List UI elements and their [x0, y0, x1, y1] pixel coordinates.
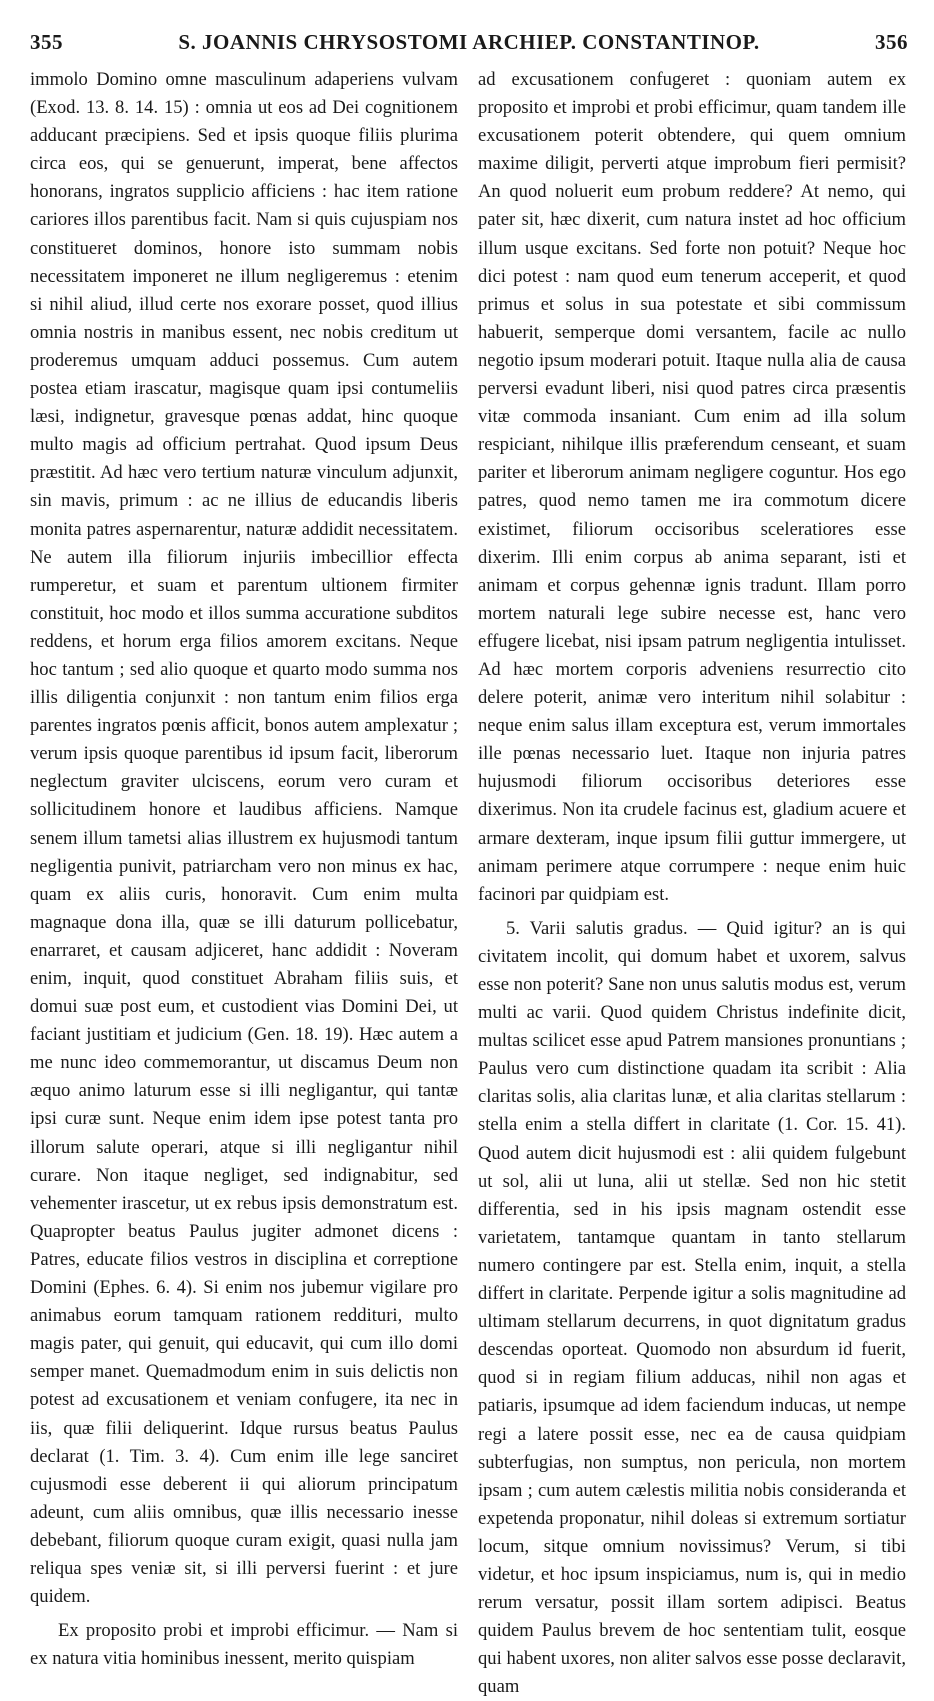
page-number-left: 355 — [30, 30, 63, 54]
left-paragraph-2: Ex proposito probi et improbi efficimur. — Nam si ex natura vitia hominibus inessent, merito quispiam — [30, 1620, 458, 1670]
right-paragraph-1: ad excusationem confugeret : quoniam autem ex proposito et improbi et probi efficimur, quam tandem ille excusationem poterit obtendere, qui quem omnium maxime diligit, perverti atque improbum fieri permisit? An quod noluerit eum probum reddere? At nemo, qui pater sit, hæc dixerit, cum natura instet ad hoc officium illum usque excitans. Sed forte non potuit? Neque hoc dici potest : nam quod eum tenerum acceperit, et quod primus et solus in sua potestate et sibi commissum habuerit, semperque domi versantem, facile ac nullo negotio ipsum moderari potuit. Itaque nulla alia de causa perversi evadunt liberi, nisi quod patres circa præsentis vitæ commoda insaniant. Cum enim ad illa solum respiciant, nihilque illis præferendum censeant, et suam pariter et liberorum animam negligere coguntur. Hos ego patres, quod nemo tamen me ira commotum dicere existimet, filiorum occisoribus sceleratiores esse dixerim. Illi enim corpus ab anima separant, isti et animam et corpus gehennæ ignis tradunt. Illam porro mortem naturali lege subire necesse est, hanc vero effugere licebat, nisi ipsam patrum negligentia intulisset. Ad hæc mortem corporis adveniens resurrectio cito delere poterit, animæ vero interitum nihil solabitur : neque enim salus illam exceptura est, verum immortales ille pœnas necessario luet. Itaque non injuria patres hujusmodi filiorum occisoribus deteriores esse dixerimus. Non ita crudele facinus est, gladium acuere et armare dexteram, inque ipsum filii guttur immergere, ut animam perimere atque corrumpere : neque enim huic facinori par quidpiam est. — [478, 69, 906, 905]
page-number-right: 356 — [875, 30, 908, 54]
right-paragraph-2: 5. Varii salutis gradus. — Quid igitur? an is qui civitatem incolit, qui domum habet et uxorem, salvus esse non poterit? Sane non unus salutis modus est, verum multi ac varii. Quod quidem Christus indefinite dicit, multas scilicet esse apud Patrem mansiones pronuntians ; Paulus vero cum distinctione quadam ita scribit : Alia claritas solis, alia claritas lunæ, et alia claritas stellarum : stella enim a stella differt in claritate (1. Cor. 15. 41). Quod autem dicit hujusmodi est : alii quidem fulgebunt ut sol, alii ut luna, alii ut stellæ. Sed non hic stetit differentia, sed in his ipsis magnam ostendit esse varietatem, tantamque quantam in tanto stellarum numero contingere par est. Stella enim, inquit, a stella differt in claritate. Perpende igitur a solis magnitudine ad ultimam stellarum decurrens, in quot dignitatum gradus descendas oporteat. Quomodo non absurdum id fuerit, quod si in regiam filium adducas, nihil non agas et patiaris, ipsumque ad idem faciendum inducas, ut nempe regi a latere possit esse, nec ea de causa quidpiam subterfugias, non sumptus, non pericula, non mortem ipsam ; cum autem cælestis militia nobis consideranda et expetenda proponatur, nihil doleas si extremum sortiatur locum, sitque omnium novissimus? Verum, si tibi videtur, et hoc ipsum inspiciamus, num is, qui in medio rerum versatur, possit illam sortem adipisci. Beatus quidem Paulus brevem de hoc sententiam tulit, eosque qui habent uxores, non aliter salvos esse posse declaravit, quam — [478, 917, 906, 1698]
running-header — [30, 30, 908, 66]
left-column — [30, 66, 458, 1701]
left-paragraph-1: immolo Domino omne masculinum adaperiens vulvam (Exod. 13. 8. 14. 15) : omnia ut eos ad Dei cognitionem adducant præcipiens. Sed et ipsis quoque filiis plurima circa eos, qui se genuerunt, imperat, bene affectos honorans, ingratos supplicio afficiens : hac item ratione cariores illos parentibus facit. Nam si quis cujuspiam nos constitueret dominos, honore isto summam nobis necessitatem imponeret ne illum negligeremus : etenim si nihil aliud, illud certe nos exorare posset, quod illius omnia nostris in manibus essent, nec nobis creditum ut proderemus umquam adduci possemus. Cum autem postea etiam irascatur, magisque quam ipsi contumeliis læsi, indignetur, gravesque pœnas addat, hinc quoque multo magis ad officium pertrahat. Quod ipsum Deus præstitit. Ad hæc vero tertium naturæ vinculum adjunxit, sin mavis, primum : ac ne illius de educandis liberis monita patres aspernarentur, naturæ addidit necessitatem. Ne autem illa filiorum injuriis imbecillior effecta rumperetur, et suam et parentum ultionem firmiter constituit, hoc modo et illos summa accuratione subditos reddens, et horum erga filios amorem excitans. Neque hoc tantum ; sed alio quoque et quarto modo summa nos illis diligentia conjunxit : non tantum enim filios erga parentes ingratos pœnis afficit, bonos autem amplexatur ; verum ipsis quoque parentibus id ipsum facit, liberorum neglectum graviter ulciscens, eorum vero curam et sollicitudinem honore et laudibus afficiens. Namque senem illum tametsi alias illustrem ex hujusmodi tantum negligentia punivit, patriarcham vero non minus ex hac, quam ex aliis curis, honoravit. Cum enim multa magnaque dona illa, quæ se illi daturum pollicebatur, enarraret, et causam adjiceret, hanc addidit : Noveram enim, inquit, quod constituet Abraham filiis suis, et domui suæ post eum, et custodient vias Domini Dei, ut faciant justitiam et judicium (Gen. 18. 19). Hæc autem a me nunc ideo commemorantur, ut discamus Deum non æquo animo laturum esse si illi negligantur, qui tantæ ipsi curæ sunt. Neque enim idem ipse potest tanta pro illorum salute operari, atque si illi negligantur nihil curare. Non itaque negliget, sed indignabitur, sed vehementer irascetur, ut ex rebus ipsis demonstratum est. Quapropter beatus Paulus jugiter admonet dicens : Patres, educate filios vestros in disciplina et correptione Domini (Ephes. 6. 4). Si enim nos jubemur vigilare pro animabus eorum tamquam rationem reddituri, multo magis pater, qui genuit, qui educavit, qui cum illo domi semper manet. Quemadmodum enim in suis delictis non potest ad excusationem et veniam confugere, ita nec in iis, quæ filii deliquerint. Idque rursus beatus Paulus declarat (1. Tim. 3. 4). Cum enim ille lege sanciret cujusmodi esse deberent ii qui aliorum principatum adeunt, cum aliis omnibus, quæ illis necessario inesse debebant, filiorum quoque curam exigit, quasi nulla jam reliqua spes veniæ sit, si illi perversi fuerint : et jure quidem. — [30, 69, 458, 1608]
running-title: S. JOANNIS CHRYSOSTOMI ARCHIEP. CONSTANTINOP. — [178, 30, 760, 54]
text-columns — [30, 66, 908, 1701]
right-column — [478, 66, 906, 1701]
